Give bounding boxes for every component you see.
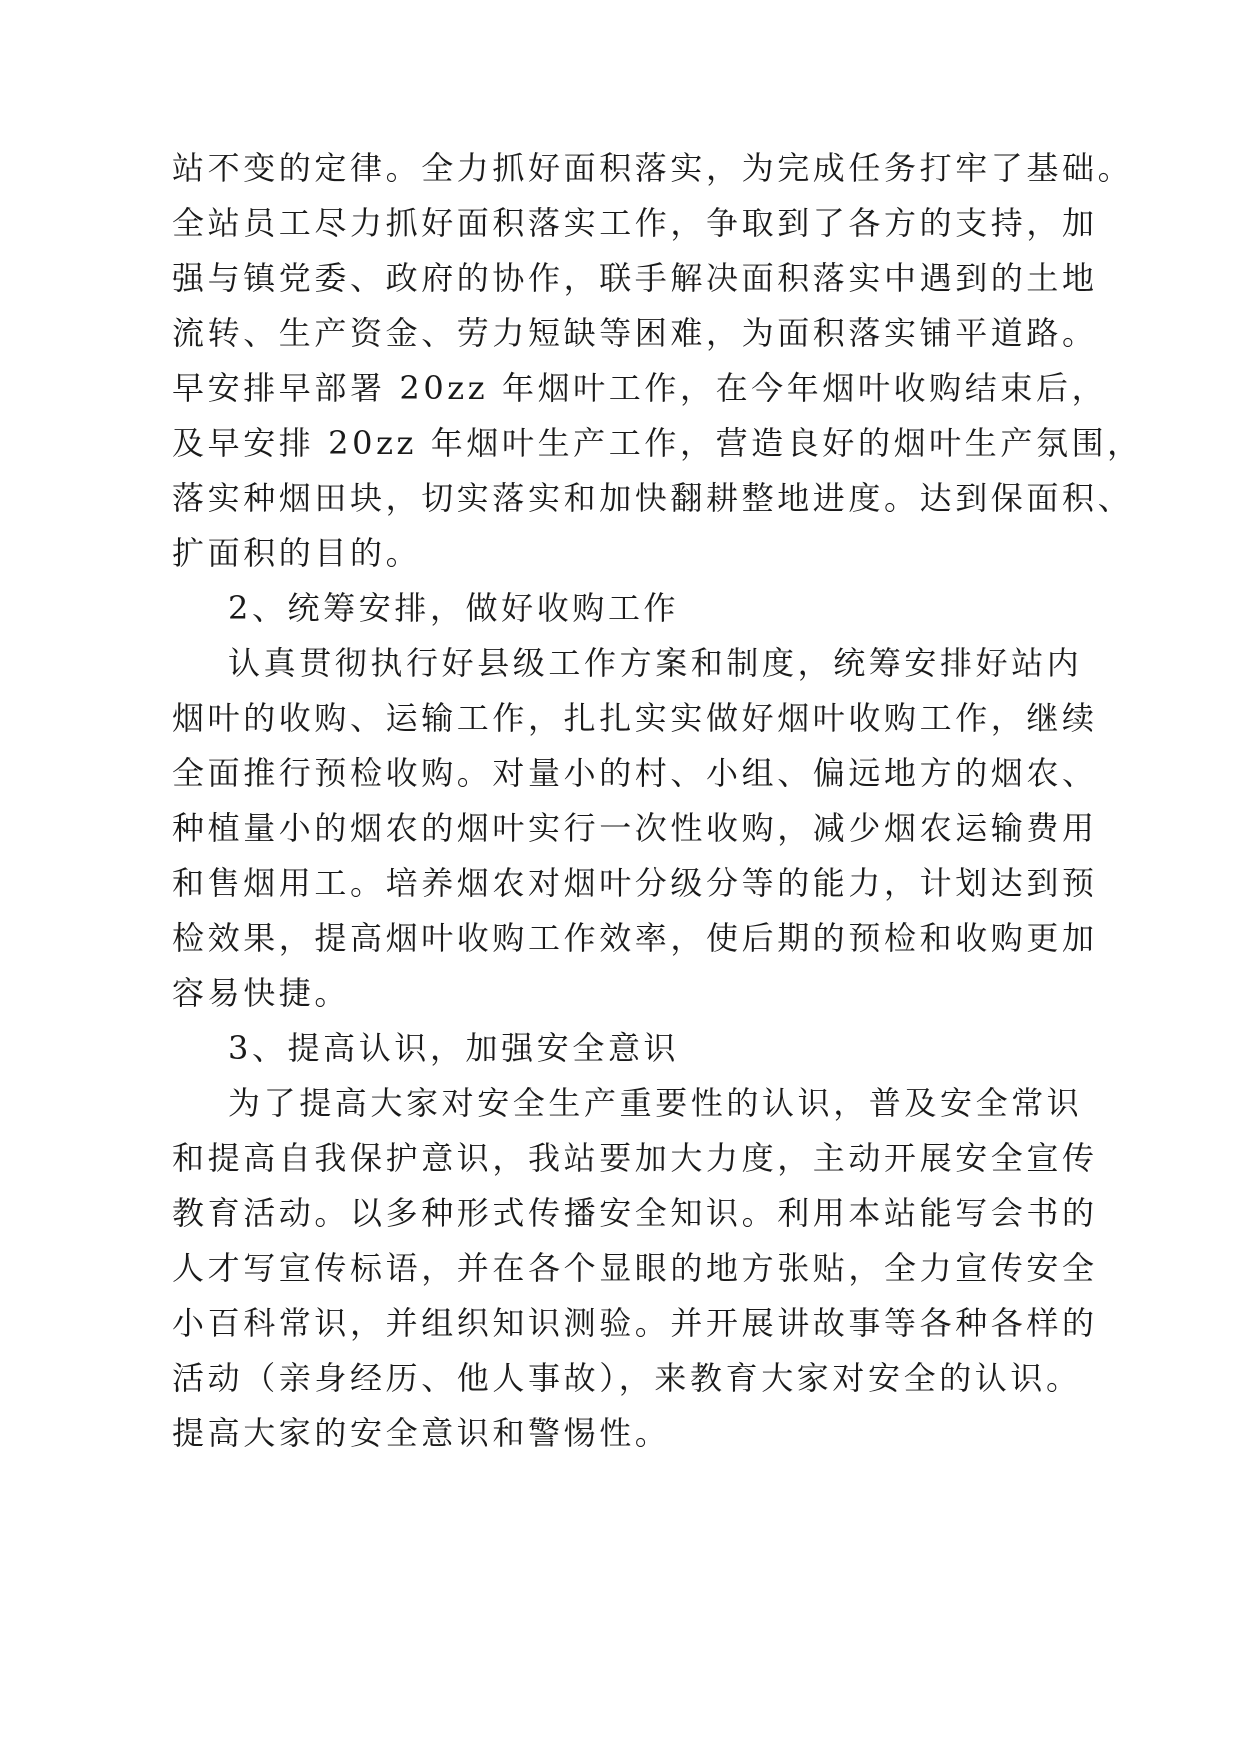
text-line: 扩面积的目的。 [172, 534, 422, 572]
text-line: 和售烟用工。培养烟农对烟叶分级分等的能力，计划达到预 [172, 864, 1098, 902]
text-line: 提高大家的安全意识和警惕性。 [172, 1414, 671, 1452]
text-line: 和提高自我保护意识，我站要加大力度，主动开展安全宣传 [172, 1139, 1098, 1177]
text-line: 早安排早部署 20zz 年烟叶工作，在今年烟叶收购结束后， [172, 369, 1108, 407]
text-line: 强与镇党委、政府的协作，联手解决面积落实中遇到的土地 [172, 259, 1098, 297]
text-line: 及早安排 20zz 年烟叶生产工作，营造良好的烟叶生产氛围， [172, 424, 1143, 462]
section-heading: 2、统筹安排，做好收购工作 [228, 589, 680, 627]
text-line: 全面推行预检收购。对量小的村、小组、偏远地方的烟农、 [172, 754, 1098, 792]
text-line: 种植量小的烟农的烟叶实行一次性收购，减少烟农运输费用 [172, 809, 1098, 847]
text-line: 为了提高大家对安全生产重要性的认识，普及安全常识 [228, 1084, 1083, 1122]
text-line: 活动（亲身经历、他人事故），来教育大家对安全的认识。 [172, 1359, 1082, 1397]
section-heading: 3、提高认识，加强安全意识 [228, 1029, 680, 1067]
text-line: 流转、生产资金、劳力短缺等困难，为面积落实铺平道路。 [172, 314, 1098, 352]
text-line: 站不变的定律。全力抓好面积落实，为完成任务打牢了基础。 [172, 149, 1134, 187]
text-line: 落实种烟田块，切实落实和加快翻耕整地进度。达到保面积、 [172, 479, 1134, 517]
text-line: 全站员工尽力抓好面积落实工作，争取到了各方的支持，加 [172, 204, 1098, 242]
text-line: 容易快捷。 [172, 974, 351, 1012]
text-line: 认真贯彻执行好县级工作方案和制度，统筹安排好站内 [228, 644, 1083, 682]
text-line: 检效果，提高烟叶收购工作效率，使后期的预检和收购更加 [172, 919, 1098, 957]
text-line: 人才写宣传标语，并在各个显眼的地方张贴，全力宣传安全 [172, 1249, 1098, 1287]
text-line: 教育活动。以多种形式传播安全知识。利用本站能写会书的 [172, 1194, 1098, 1232]
text-line: 烟叶的收购、运输工作，扎扎实实做好烟叶收购工作，继续 [172, 699, 1098, 737]
text-line: 小百科常识，并组织知识测验。并开展讲故事等各种各样的 [172, 1304, 1098, 1342]
